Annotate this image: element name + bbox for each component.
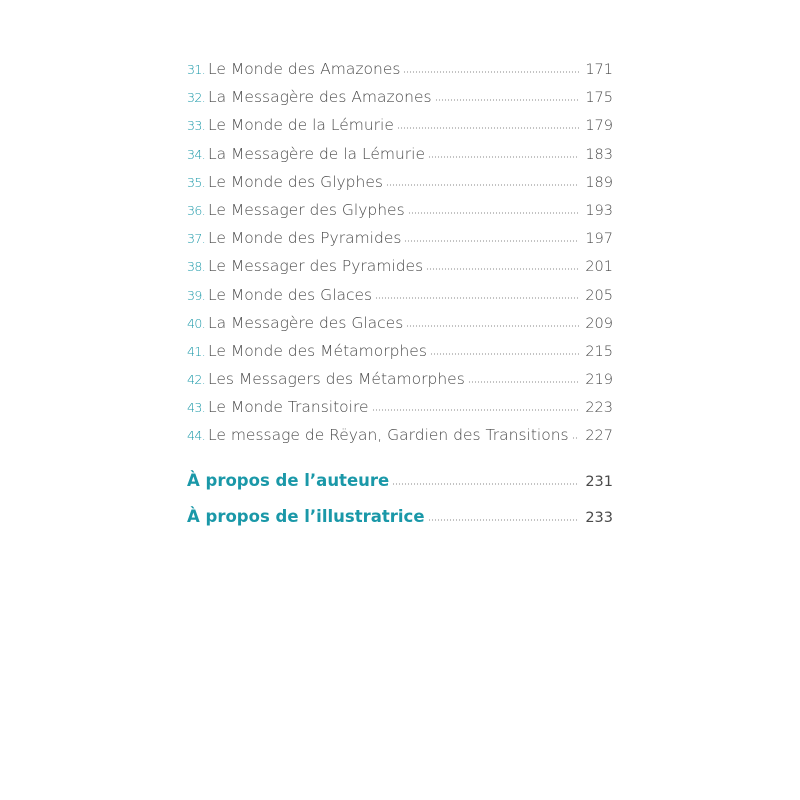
toc-entry [187,393,613,421]
chapter-number: 39. [187,287,206,303]
chapter-title: La Messagère de la Lémurie [208,144,426,163]
chapter-number: 40. [187,315,206,331]
chapter-number: 37. [187,231,206,247]
dot-leader [428,519,580,521]
page-number: 183 [585,146,613,163]
page-number: 219 [585,372,613,389]
chapter-title: Les Messagers des Métamorphes [208,370,465,389]
toc-entry [187,196,613,224]
dot-leader [386,184,579,186]
chapter-title: Le Monde Transitoire [208,398,369,417]
page-number: 205 [585,287,613,304]
dot-leader [435,99,580,101]
page-number: 179 [585,118,613,135]
chapter-number: 33. [187,118,206,134]
chapter-number: 32. [187,90,206,106]
dot-leader [392,483,579,485]
page-number: 215 [585,343,613,360]
toc-entry [187,224,613,252]
toc-entry [187,252,613,280]
dot-leader [397,127,579,129]
page-number: 201 [585,259,613,276]
toc-entry-illustrator [187,502,613,538]
toc-entry [187,365,613,393]
dot-leader [406,325,579,327]
chapter-title: Le Monde des Amazones [208,60,401,78]
page-number: 175 [585,90,613,107]
section-title: À propos de l’illustratrice [187,506,425,526]
chapter-title: La Messagère des Glaces [208,313,404,332]
dot-leader [375,297,579,299]
page-number: 227 [585,428,613,445]
chapter-number: 42. [187,372,206,388]
chapter-title: Le Messager des Pyramides [208,257,424,276]
page-number: 231 [585,474,613,490]
chapter-number: 31. [187,62,206,77]
chapter-number: 43. [187,400,206,416]
chapter-title: Le Monde des Glyphes [208,172,383,191]
chapter-title: Le message de Rëyan, Gardien des Transitions [208,426,569,445]
toc-entry [187,421,613,449]
page-number: 193 [585,202,613,219]
toc-entry [187,140,613,168]
toc-entry [187,309,613,337]
toc-entry [187,83,613,111]
chapter-number: 38. [187,259,206,275]
dot-leader [408,212,580,214]
chapter-title: Le Monde des Glaces [208,285,373,304]
dot-leader [428,156,579,158]
chapter-number: 36. [187,202,206,218]
page-number: 197 [585,231,613,248]
dot-leader [430,353,579,355]
chapter-number: 34. [187,146,206,162]
page-number: 209 [585,315,613,332]
dot-leader [572,437,580,439]
page-number: 223 [585,400,613,417]
chapter-title: Le Messager des Glyphes [208,200,405,219]
page-number: 189 [585,174,613,191]
toc-entry [187,281,613,309]
chapter-title: Le Monde des Pyramides [208,229,402,248]
toc-entry [187,168,613,196]
back-matter-list [187,466,613,537]
chapter-number: 44. [187,428,206,444]
chapter-title: La Messagère des Amazones [208,88,432,107]
page-number: 171 [585,62,613,78]
chapter-number: 41. [187,343,206,359]
chapter-number: 35. [187,174,206,190]
toc-entry [187,337,613,365]
page-number: 233 [585,509,613,526]
dot-leader [372,409,580,411]
toc-entry-author [187,466,613,502]
dot-leader [468,381,580,383]
toc-entry [187,55,613,83]
section-title: À propos de l’auteure [187,471,390,490]
table-of-contents [187,55,613,450]
chapter-title: Le Monde de la Lémurie [208,116,394,135]
chapter-title: Le Monde des Métamorphes [208,341,427,360]
dot-leader [426,268,579,270]
dot-leader [403,71,579,73]
dot-leader [404,240,579,242]
toc-entry [187,111,613,139]
